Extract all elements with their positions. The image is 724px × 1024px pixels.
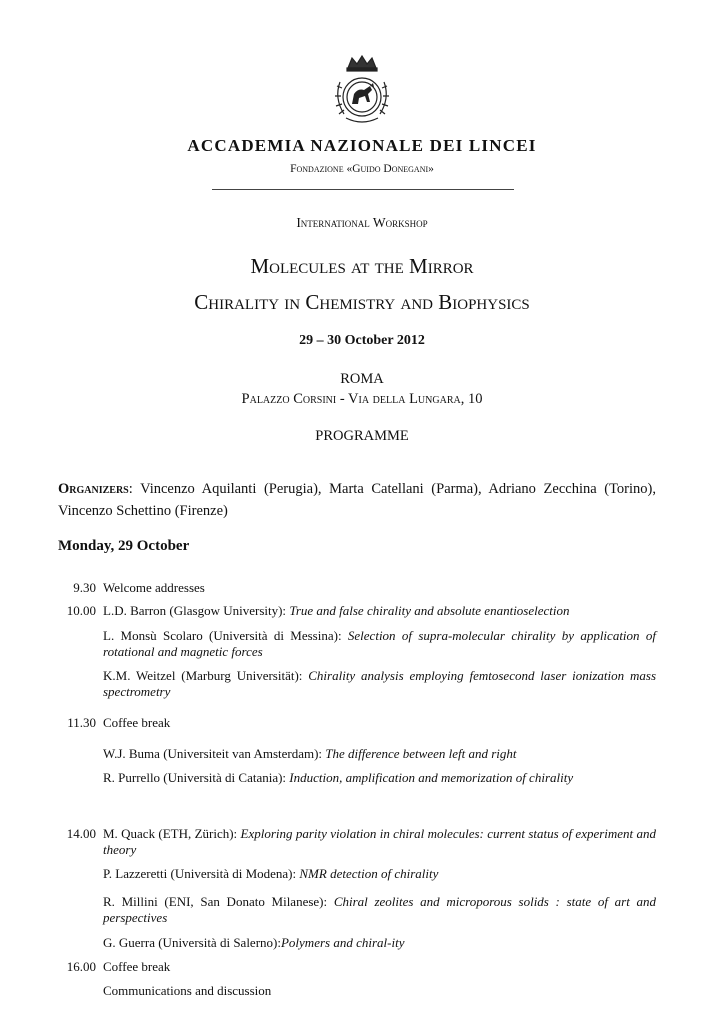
day-heading: Monday, 29 October <box>58 538 190 554</box>
schedule-item <box>103 983 656 999</box>
event-type: International Workshop <box>296 215 428 230</box>
schedule-item <box>103 959 656 975</box>
schedule-item <box>103 603 656 619</box>
event-title-line2: Chirality in Chemistry and Biophysics <box>194 290 530 314</box>
schedule-speaker: K.M. Weitzel (Marburg Universität): <box>103 668 309 683</box>
schedule-talk-title: Exploring parity violation in chiral molecules: current status of experiment and theory <box>103 826 657 857</box>
event-city: ROMA <box>340 371 384 387</box>
organizers-text: : Vincenzo Aquilanti (Perugia), Marta Catellani (Parma), Adriano Zecchina (Torino), Vincenzo Schettino (Firenze) <box>58 481 656 519</box>
programme-heading: PROGRAMME <box>315 428 409 444</box>
schedule-talk-title: Selection of supra-molecular chirality by application of rotational and magnetic forces <box>103 628 656 659</box>
schedule-item <box>103 715 656 731</box>
event-title-line1: Molecules at the Mirror <box>250 254 474 278</box>
schedule-talk-title: Polymers and chiral-ity <box>280 935 405 950</box>
schedule-item <box>103 668 656 700</box>
schedule-speaker: Communications and discussion <box>103 983 272 998</box>
schedule-speaker: P. Lazzeretti (Università di Modena): <box>103 866 300 881</box>
schedule-speaker: Welcome addresses <box>103 580 205 595</box>
academy-title: ACCADEMIA NAZIONALE DEI LINCEI <box>187 136 537 155</box>
schedule-item <box>103 746 656 762</box>
schedule-time: 16.00 <box>66 959 96 974</box>
schedule-time: 14.00 <box>66 826 96 841</box>
schedule-item <box>103 894 656 926</box>
schedule-time: 10.00 <box>66 603 96 618</box>
schedule-speaker: G. Guerra (Università di Salerno): <box>103 935 281 950</box>
schedule-item <box>103 935 656 951</box>
header-divider <box>212 189 514 190</box>
schedule-item <box>103 866 656 882</box>
organizers-paragraph <box>58 478 656 522</box>
schedule-speaker: Coffee break <box>103 715 171 730</box>
schedule-item <box>103 770 656 786</box>
schedule-talk-title: Chirality analysis employing femtosecond laser ionization mass spectrometry <box>103 668 656 699</box>
schedule-talk-title: Induction, amplification and memorization of chirality <box>289 770 574 785</box>
schedule-speaker: L. Monsù Scolaro (Università di Messina): <box>103 628 348 643</box>
organizers-label: Organizers <box>58 481 129 497</box>
schedule-talk-title: True and false chirality and absolute enantioselection <box>289 603 570 618</box>
schedule-speaker: Coffee break <box>103 959 171 974</box>
schedule-speaker: R. Millini (ENI, San Donato Milanese): <box>103 894 334 909</box>
schedule-talk-title: Chiral zeolites and microporous solids : state of art and perspectives <box>103 894 657 925</box>
schedule-item <box>103 826 656 858</box>
schedule-talk-title: The difference between left and right <box>325 746 517 761</box>
schedule-item <box>103 580 656 596</box>
event-venue: Palazzo Corsini - Via della Lungara, 10 <box>241 391 483 407</box>
schedule-talk-title: NMR detection of chirality <box>299 866 439 881</box>
schedule-speaker: W.J. Buma (Universiteit van Amsterdam): <box>103 746 326 761</box>
schedule-time: 9.30 <box>73 580 96 595</box>
schedule-time: 11.30 <box>67 715 96 730</box>
schedule-speaker: L.D. Barron (Glasgow University): <box>103 603 290 618</box>
schedule-speaker: M. Quack (ETH, Zürich): <box>103 826 241 841</box>
schedule-item <box>103 628 656 660</box>
schedule-speaker: R. Purrello (Università di Catania): <box>103 770 290 785</box>
lincei-emblem-logo <box>330 52 394 130</box>
foundation-subtitle: Fondazione «Guido Donegani» <box>290 163 434 175</box>
event-dates: 29 – 30 October 2012 <box>299 333 425 348</box>
